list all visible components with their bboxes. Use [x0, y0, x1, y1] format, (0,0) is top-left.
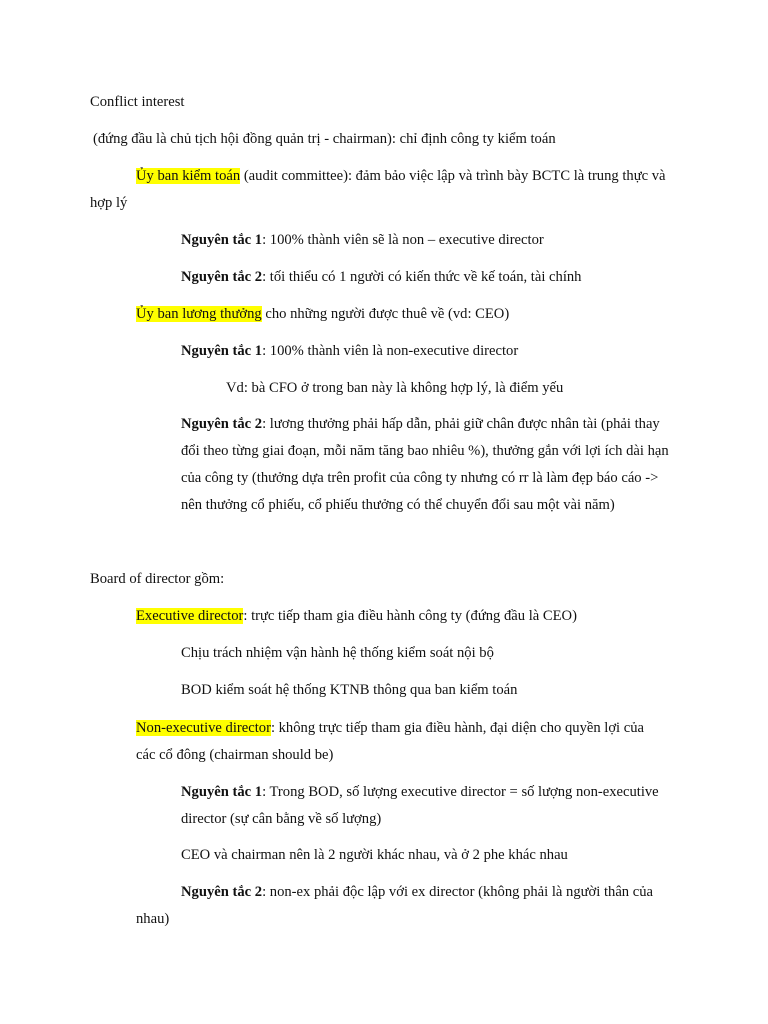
- remuneration-rule-2-text: : lương thưởng phải hấp dẫn, phải giữ chân được nhân tài (phải thay đổi theo từng giai đoạn, mỗi năm tăng bao nhiêu %), thưởng gắn với lợi ích dài hạn của công ty (thưởng dựa trên profit của công ty nhưng có rr là làm đẹp báo cáo -> nên thưởng cổ phiếu, cổ phiếu thưởng có thể chuyển đổi sau một vài năm): [181, 416, 669, 513]
- heading-conflict-interest: Conflict interest: [90, 94, 185, 110]
- non-executive-director-text: : không trực tiếp tham gia điều hành, đại diện cho quyền lợi của các cổ đông (chairman should be): [136, 720, 645, 763]
- non-executive-rule-1-text: : Trong BOD, số lượng executive director = số lượng non-executive director (sự cân bằng về số lượng): [181, 784, 659, 827]
- remuneration-committee-highlight: Ủy ban lương thưởng: [136, 306, 262, 322]
- non-executive-rule-2: [136, 879, 681, 933]
- audit-rule-1: [181, 227, 544, 254]
- heading-board-of-director: Board of director gồm:: [90, 571, 225, 587]
- audit-committee-text: (audit committee): đảm bảo việc lập và trình bày BCTC là trung thực và hợp lý: [90, 168, 666, 211]
- audit-rule-2: [181, 264, 581, 291]
- remuneration-rule-2: [181, 411, 681, 519]
- non-executive-rule-1: [181, 779, 681, 833]
- chairman-line: (đứng đầu là chủ tịch hội đồng quản trị - chairman): chỉ định công ty kiểm toán: [93, 131, 556, 147]
- non-executive-director-highlight: Non-executive director: [136, 720, 271, 736]
- executive-director-paragraph: [136, 603, 577, 630]
- executive-line-1: Chịu trách nhiệm vận hành hệ thống kiểm soát nội bộ: [181, 645, 494, 661]
- remuneration-rule-1: [181, 338, 518, 365]
- remuneration-example: Vd: bà CFO ở trong ban này là không hợp lý, là điểm yếu: [226, 380, 564, 396]
- audit-rule-2-text: : tối thiểu có 1 người có kiến thức về kế toán, tài chính: [262, 269, 582, 285]
- non-executive-rule-2-label: Nguyên tắc 2: [181, 884, 263, 900]
- audit-committee-paragraph: [90, 163, 670, 217]
- remuneration-committee-text: cho những người được thuê về (vd: CEO): [261, 306, 510, 322]
- executive-director-highlight: Executive director: [136, 608, 244, 624]
- non-executive-rule-1-label: Nguyên tắc 1: [181, 784, 263, 800]
- audit-rule-1-text: : 100% thành viên sẽ là non – executive director: [262, 232, 544, 248]
- non-executive-director-paragraph: [136, 715, 666, 769]
- ceo-chairman-line: CEO và chairman nên là 2 người khác nhau, và ở 2 phe khác nhau: [181, 847, 568, 863]
- remuneration-rule-2-label: Nguyên tắc 2: [181, 416, 263, 432]
- executive-director-text: : trực tiếp tham gia điều hành công ty (đứng đầu là CEO): [243, 608, 577, 624]
- remuneration-committee-paragraph: [136, 301, 509, 328]
- remuneration-rule-1-label: Nguyên tắc 1: [181, 343, 263, 359]
- non-executive-rule-2-text: : non-ex phải độc lập với ex director (không phải là người thân của nhau): [136, 884, 653, 927]
- executive-line-2: BOD kiểm soát hệ thống KTNB thông qua ban kiểm toán: [181, 682, 518, 698]
- audit-rule-2-label: Nguyên tắc 2: [181, 269, 263, 285]
- audit-committee-highlight: Ủy ban kiểm toán: [136, 168, 241, 184]
- audit-rule-1-label: Nguyên tắc 1: [181, 232, 263, 248]
- remuneration-rule-1-text: : 100% thành viên là non-executive director: [262, 343, 519, 359]
